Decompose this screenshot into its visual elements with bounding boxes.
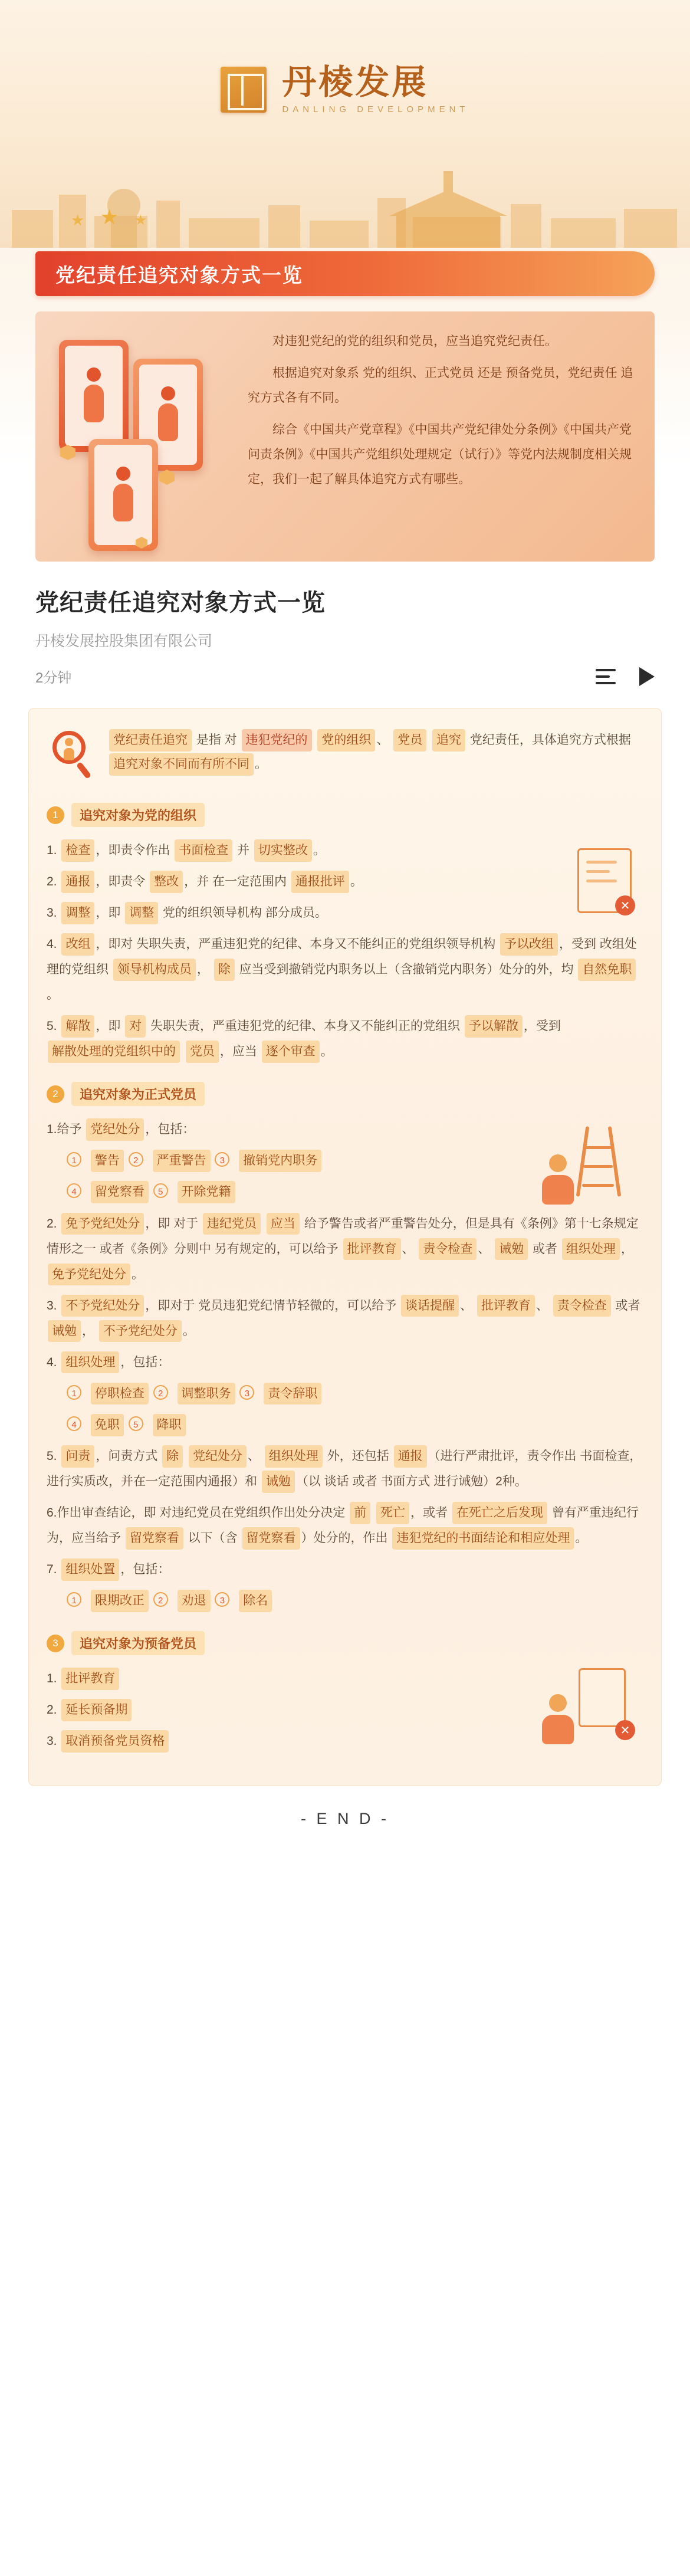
brand-subtitle: DANLING DEVELOPMENT: [282, 104, 469, 114]
section-body-1: [47, 838, 643, 1064]
item-tag: 免予党纪处分: [61, 1213, 144, 1235]
item-tag: 通报批评: [291, 871, 349, 893]
item-tag: 对: [125, 1015, 146, 1038]
ordinal-marker: 4: [67, 1183, 81, 1198]
item-tag: 组织处理: [562, 1238, 620, 1261]
article-duration: 2分钟: [35, 670, 72, 686]
page-title: 党纪责任追究对象方式一览: [35, 590, 326, 616]
lead-tag: 党的组织: [317, 729, 375, 752]
list-icon[interactable]: [596, 669, 616, 684]
lead-tag: 追究对象不同而有所不同: [109, 753, 254, 776]
item-tag: 死亡: [376, 1502, 409, 1524]
item-tag: 批评教育: [61, 1668, 119, 1690]
item-tag: 留党察看: [242, 1527, 300, 1550]
item-tag: 诫勉: [495, 1238, 528, 1261]
section-badge: 1: [47, 806, 64, 824]
lead-tag: 追究: [432, 729, 465, 752]
list-item: 1.给予 党纪处分 ，包括：: [47, 1117, 643, 1142]
item-tag: 除名: [239, 1590, 272, 1612]
item-tag: 免职: [91, 1414, 124, 1436]
item-tag: 批评教育: [343, 1238, 401, 1261]
ordinal-marker: 5: [129, 1416, 143, 1431]
item-tag: 组织处置: [61, 1558, 119, 1581]
item-tag: 停职检查: [91, 1383, 149, 1405]
end-marker: [0, 1810, 690, 1828]
item-tag: 劝退: [178, 1590, 211, 1612]
section-header-1: [47, 803, 643, 827]
item-tag: 诫勉: [262, 1471, 295, 1493]
list-item: 3. 取消预备党员资格: [47, 1728, 643, 1754]
list-item: 4. 改组 ，即对 失职失责，严重违犯党的纪律、本身又不能纠正的党组织领导机构 予以改组 ，受到 改组处理的党组织 领导机构成员 ， 除 应当受到撤销党内职务以上（含撤销党内职务）处分的外，均 自然免职。: [47, 931, 643, 1008]
item-tag: 不予党纪处分: [61, 1295, 144, 1317]
sub-list-item: [67, 1381, 643, 1406]
intro-paragraph: 对违犯党纪的党的组织和党员，应当追究党纪责任。: [272, 334, 557, 348]
item-tag: 不予党纪处分: [99, 1320, 182, 1343]
item-tag: 留党察看: [126, 1527, 183, 1550]
section-header-3: [47, 1631, 643, 1655]
section-header-2: [47, 1082, 643, 1106]
star-icon: ★: [134, 212, 147, 228]
article-author: 丹棱发展控股集团有限公司: [35, 633, 213, 649]
item-tag: 通报: [394, 1445, 427, 1468]
ordinal-marker: 3: [239, 1385, 254, 1400]
list-item: 7. 组织处置 ，包括：: [47, 1557, 643, 1582]
star-icon: ★: [100, 205, 119, 229]
ordinal-marker: 1: [67, 1385, 81, 1400]
item-tag: 调整职务: [178, 1383, 235, 1405]
ordinal-marker: 2: [129, 1152, 143, 1167]
item-tag: 解散处理的党组织中的: [48, 1041, 180, 1063]
lead-text: 党纪责任追究 是指 对 违犯党纪的 党的组织 、 党员 追究 党纪责任，具体追究方式根据 追究对象不同而有所不同 。: [108, 729, 643, 777]
item-tag: 责令检查: [419, 1238, 477, 1261]
person-document-icon: ✕: [533, 1662, 639, 1751]
list-item: 5. 解散 ，即 对 失职失责，严重违犯党的纪律、本身又不能纠正的党组织 予以解散 ，受到 解散处理的党组织中的 党员 ，应当 逐个审查 。: [47, 1013, 643, 1064]
item-tag: 降职: [153, 1414, 186, 1436]
item-tag: 责令检查: [553, 1295, 611, 1317]
star-icon: ★: [71, 211, 85, 229]
item-tag: 前: [350, 1502, 370, 1524]
item-tag: 违纪党员: [203, 1213, 261, 1235]
item-tag: 违犯党纪的书面结论和相应处理: [392, 1527, 574, 1550]
list-item: 2. 延长预备期: [47, 1697, 643, 1722]
magnifier-person-icon: [47, 729, 97, 785]
list-item: 2. 通报 ，即责令 整改 ，并 在一定范围内 通报批评 。: [47, 869, 643, 894]
lead-paragraph-block: [47, 729, 643, 785]
lead-tag: 党纪责任追究: [109, 729, 192, 752]
item-tag: 检查: [61, 839, 94, 862]
brand-title: 丹棱发展: [282, 62, 429, 102]
ladder-person-icon: [533, 1123, 639, 1211]
building-logo-icon: [221, 67, 267, 113]
item-tag: 免予党纪处分: [48, 1264, 130, 1286]
list-item: 3. 不予党纪处分 ，即对于 党员违犯党纪情节轻微的，可以给予 谈话提醒 、 批评教育 、 责令检查 或者 诫勉 ， 不予党纪处分 。: [47, 1293, 643, 1344]
item-tag: 党纪处分: [189, 1445, 247, 1468]
item-tag: 调整: [125, 902, 158, 924]
sub-list-item: [67, 1412, 643, 1438]
ordinal-marker: 2: [153, 1592, 168, 1607]
item-tag: 撤销党内职务: [239, 1150, 321, 1172]
item-tag: 诫勉: [48, 1320, 81, 1343]
list-item: 4. 组织处理 ，包括：: [47, 1350, 643, 1375]
item-tag: 延长预备期: [61, 1699, 132, 1721]
article-header: [0, 562, 690, 697]
skyline-illustration: [0, 159, 690, 248]
item-tag: 批评教育: [477, 1295, 535, 1317]
section-badge: 3: [47, 1635, 64, 1652]
section-title: 追究对象为党的组织: [71, 803, 205, 827]
decorative-stars: [71, 206, 147, 228]
hexagon-icon: [159, 470, 175, 485]
item-tag: 整改: [150, 871, 183, 893]
section-title: 追究对象为正式党员: [71, 1082, 205, 1106]
ordinal-marker: 1: [67, 1152, 81, 1167]
section-title: 追究对象为预备党员: [71, 1631, 205, 1655]
item-tag: 留党察看: [91, 1181, 149, 1203]
list-item: 1. 检查 ，即责令作出 书面检查 并 切实整改 。: [47, 838, 643, 863]
item-tag: 组织处理: [61, 1351, 119, 1374]
intro-text: [248, 329, 635, 542]
sub-list-item: [67, 1588, 643, 1613]
item-tag: 改组: [61, 933, 94, 956]
list-item: 2. 免予党纪处分 ，即 对于 违纪党员 应当 给予警告或者严重警告处分，但是具有《条例》第十七条规定情形之一 或者《条例》分则中 另有规定的，可以给予 批评教育 、 责令检查 、 诫勉 或者 组织处理 ， 免予党纪处分 。: [47, 1211, 643, 1287]
list-item: 3. 调整 ，即 调整 党的组织领导机构 部分成员。: [47, 900, 643, 926]
ordinal-marker: 5: [153, 1183, 168, 1198]
list-item: 6.作出审查结论，即 对违纪党员在党组织作出处分决定 前 死亡 ，或者 在死亡之后发现 曾有严重违纪行为，应当给予 留党察看 以下（含 留党察看 ）处分的，作出 违犯党纪的书面结论和相应处理 。: [47, 1500, 643, 1551]
play-icon[interactable]: [639, 667, 655, 686]
item-tag: 开除党籍: [178, 1181, 235, 1203]
section-title-text: 党纪责任追究对象方式一览: [55, 264, 303, 286]
end-text: - E N D -: [301, 1810, 389, 1828]
item-tag: 书面检查: [175, 839, 232, 862]
item-tag: 通报: [61, 871, 94, 893]
item-tag: 应当: [267, 1213, 300, 1235]
ordinal-marker: 1: [67, 1592, 81, 1607]
phone-icon: [88, 439, 158, 551]
lead-tag: 党员: [393, 729, 426, 752]
ordinal-marker: 2: [153, 1385, 168, 1400]
item-tag: 党员: [186, 1041, 219, 1063]
item-tag: 予以改组: [500, 933, 558, 956]
phones-illustration: [55, 329, 232, 542]
article-body: [28, 708, 662, 1786]
item-tag: 除: [214, 959, 235, 981]
item-tag: 限期改正: [91, 1590, 149, 1612]
item-tag: 予以解散: [465, 1015, 523, 1038]
item-tag: 逐个审查: [262, 1041, 320, 1063]
item-tag: 除: [162, 1445, 183, 1468]
ordinal-marker: 3: [215, 1592, 229, 1607]
item-tag: 组织处理: [265, 1445, 323, 1468]
list-item: 1. 批评教育: [47, 1666, 643, 1691]
item-tag: 调整: [61, 902, 94, 924]
intro-paragraph: 根据追究对象系 党的组织、正式党员 还是 预备党员，党纪责任 追究方式各有不同。: [248, 366, 633, 405]
section-body-3: [47, 1666, 643, 1754]
intro-card: [35, 311, 655, 562]
lead-tag: 违犯党纪的: [242, 729, 312, 752]
item-tag: 解散: [61, 1015, 94, 1038]
item-tag: 领导机构成员: [113, 959, 196, 981]
item-tag: 警告: [91, 1150, 124, 1172]
header-banner: [0, 0, 690, 248]
ordinal-marker: 4: [67, 1416, 81, 1431]
item-tag: 取消预备党员资格: [61, 1730, 169, 1753]
item-tag: 谈话提醒: [401, 1295, 459, 1317]
list-item: 5. 问责 ，问责方式 除 党纪处分 、 组织处理 外，还包括 通报 （进行严肃批评，责令作出 书面检查，进行实质改，并在一定范围内通报）和 诫勉 （以 谈话 或者 书面方式 进行诫勉）2种。: [47, 1443, 643, 1494]
item-tag: 党纪处分: [86, 1118, 144, 1141]
item-tag: 严重警告: [153, 1150, 211, 1172]
phone-icon: [59, 340, 129, 452]
ordinal-marker: 3: [215, 1152, 229, 1167]
section-body-2: [47, 1117, 643, 1613]
item-tag: 问责: [61, 1445, 94, 1468]
brand-logo: [0, 62, 690, 114]
document-search-icon: ✕: [533, 838, 639, 926]
section-badge: 2: [47, 1085, 64, 1103]
item-tag: 在死亡之后发现: [452, 1502, 547, 1524]
item-tag: 切实整改: [254, 839, 312, 862]
item-tag: 自然免职: [578, 959, 636, 981]
section-title-banner: [35, 251, 655, 296]
intro-paragraph: 综合《中国共产党章程》《中国共产党纪律处分条例》《中国共产党问责条例》《中国共产党组织处理规定（试行）》等党内法规制度相关规定，我们一起了解具体追究方式有哪些。: [248, 423, 632, 486]
item-tag: 责令辞职: [264, 1383, 321, 1405]
